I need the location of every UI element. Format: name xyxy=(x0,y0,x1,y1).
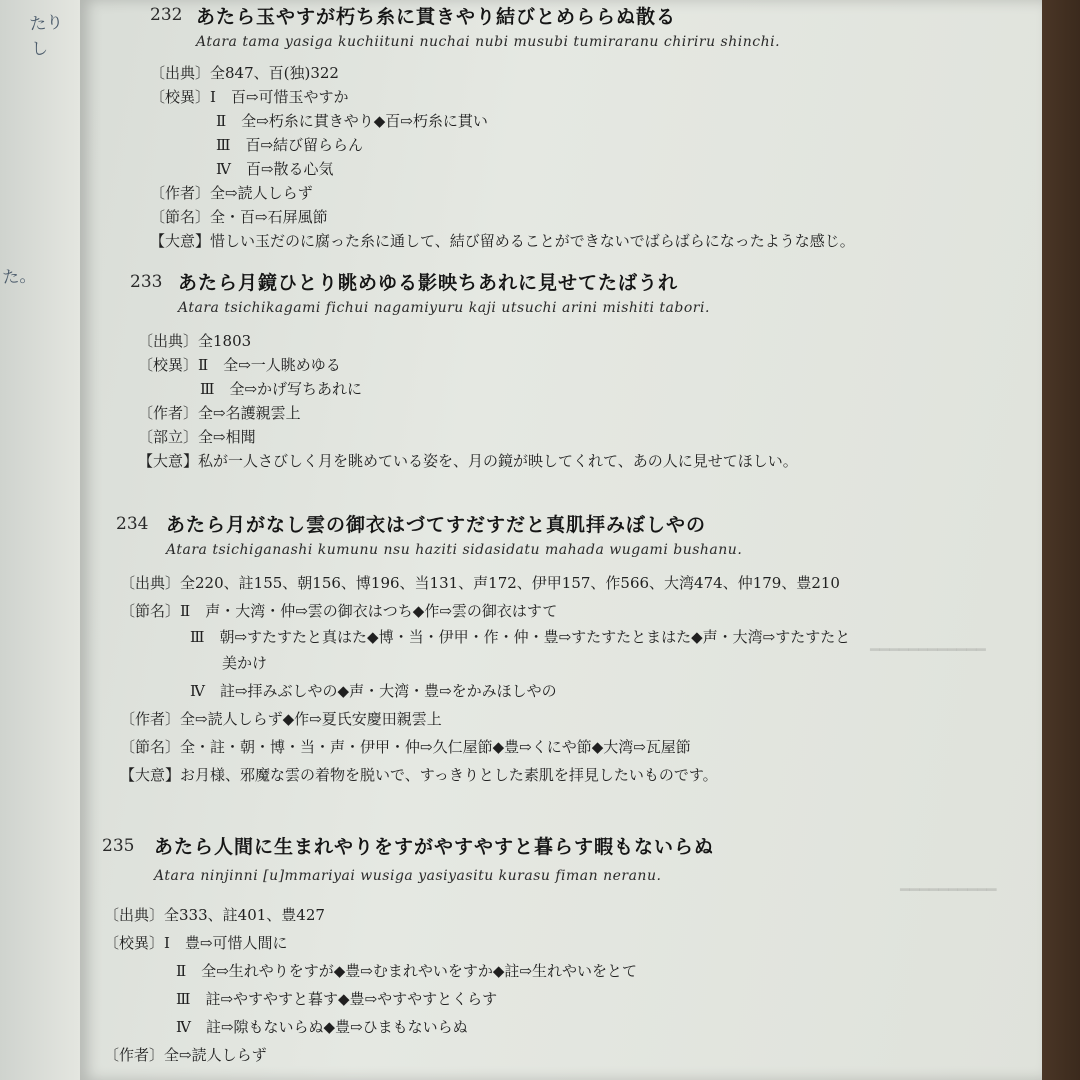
field-row: 〔部立〕全⇨相聞 xyxy=(138,428,256,446)
field-row: 〔節名〕Ⅱ 声・大湾・仲⇨雲の御衣はつち◆作⇨雲の御衣はすて xyxy=(120,602,558,620)
field-row: 美かけ xyxy=(222,654,268,672)
romanization: Atara tsichiganashi kumunu nsu haziti sidasidatu mahada wugami bushanu. xyxy=(166,542,743,558)
field-row: 〔校異〕Ⅰ 百⇨可惜玉やすか xyxy=(150,88,349,106)
field-row: 〔節名〕全・註・朝・博・当・声・伊甲・仲⇨久仁屋節◆豊⇨くにや節◆大湾⇨瓦屋節 xyxy=(120,738,691,756)
entry-number: 233 xyxy=(130,272,163,292)
entry-number: 235 xyxy=(102,836,135,856)
entry-number: 232 xyxy=(150,5,183,25)
field-row: 〔作者〕全⇨読人しらず xyxy=(150,184,313,202)
poem-text: あたら玉やすが朽ち糸に貫きやり結びとめららぬ散る xyxy=(196,6,677,28)
field-row: Ⅲ 註⇨やすやすと暮す◆豊⇨やすやすとくらす xyxy=(176,990,498,1008)
field-row: Ⅲ 朝⇨すたすたと真はた◆博・当・伊甲・作・仲・豊⇨すたすたとまはた◆声・大湾⇨すたすたと xyxy=(190,628,851,646)
field-row: 〔作者〕全⇨名護親雲上 xyxy=(138,404,301,422)
field-row: Ⅳ 百⇨散る心気 xyxy=(216,160,334,178)
field-row: Ⅳ 註⇨拝みぶしやの◆声・大湾・豊⇨をかみほしやの xyxy=(190,682,557,700)
meaning-row: 【大意】お月様、邪魔な雲の着物を脱いで、すっきりとした素肌を拝見したいものです。 xyxy=(120,766,718,784)
field-row: 〔出典〕全847、百(独)322 xyxy=(150,64,339,82)
field-row: Ⅲ 百⇨結び留ららん xyxy=(216,136,364,154)
poem-text: あたら月がなし雲の御衣はづてすだすだと真肌拝みぼしやの xyxy=(166,514,707,536)
field-row: 〔出典〕全220、註155、朝156、博196、当131、声172、伊甲157、作566、大湾474、仲179、豊210 xyxy=(120,574,840,592)
romanization: Atara ninjinni [u]mmariyai wusiga yasiyasitu kurasu fiman neranu. xyxy=(154,868,662,884)
meaning-row: 【大意】惜しい玉だのに腐った糸に通して、結び留めることができないでばらばらになったような感じ。 xyxy=(150,232,855,250)
meaning-row: 【大意】私が一人さびしく月を眺めている姿を、月の鏡が映してくれて、あの人に見せてほしい。 xyxy=(138,452,798,470)
facing-page xyxy=(0,0,81,1080)
book-page: ━━━━━━━━━━━━ ━━━━━━━━━━ 232 あたら玉やすが朽ち糸に貫きやり結びとめららぬ散る Atara tama yasiga kuchiituni nuchai nubi musubi tumiraranu chiriru shinchi. 〔出典〕全847、百(独)322 〔校異〕Ⅰ 百⇨可惜玉やすか Ⅱ 全⇨朽糸に貫きやり◆百⇨朽糸に貫い Ⅲ 百⇨結び留ららん Ⅳ 百⇨散る心気 〔作者〕全⇨読人しらず 〔節名〕全・百⇨石屏風節 【大意】惜しい玉だのに腐った糸に通して、結び留めることができないでばらばらになったような感じ。 233 あたら月鏡ひとり眺めゆる影映ちあれに見せてたばうれ Atara tsichikagami fichui nagamiyuru kaji utsuchi arini mishiti tabori. 〔出典〕全1803 〔校異〕Ⅱ 全⇨一人眺めゆる Ⅲ 全⇨かげ写ちあれに 〔作者〕全⇨名護親雲上 〔部立〕全⇨相聞 【大意】私が一人さびしく月を眺めている姿を、月の鏡が映してくれて、あの人に見せてほしい。 234 あたら月がなし雲の御衣はづてすだすだと真肌拝みぼしやの Atara tsichiganashi kumunu nsu haziti sidasidatu mahada wugami bushanu. 〔出典〕全220、註155、朝156、博196、当131、声172、伊甲157、作566、大湾474、仲179、豊210 〔節名〕Ⅱ 声・大湾・仲⇨雲の御衣はつち◆作⇨雲の御衣はすて Ⅲ 朝⇨すたすたと真はた◆博・当・伊甲・作・仲・豊⇨すたすたとまはた◆声・大湾⇨すたすたと 美かけ Ⅳ 註⇨拝みぶしやの◆声・大湾・豊⇨をかみほしやの 〔作者〕全⇨読人しらず◆作⇨夏氏安慶田親雲上 〔節名〕全・註・朝・博・当・声・伊甲・仲⇨久仁屋節◆豊⇨くにや節◆大湾⇨瓦屋節 【大意】お月様、邪魔な雲の着物を脱いで、すっきりとした素肌を拝見したいものです。 235 あたら人間に生まれやりをすがやすやすと暮らす暇もないらぬ Atara ninjinni [u]mmariyai wusiga yasiyasitu kurasu fiman neranu. 〔出典〕全333、註401、豊427 〔校異〕Ⅰ 豊⇨可惜人間に Ⅱ 全⇨生れやりをすが◆豊⇨むまれやいをすか◆註⇨生れやいをとて Ⅲ 註⇨やすやすと暮す◆豊⇨やすやすとくらす Ⅳ 註⇨隙もないらぬ◆豊⇨ひまもないらぬ 〔作者〕全⇨読人しらず xyxy=(80,0,1042,1080)
field-row: Ⅲ 全⇨かげ写ちあれに xyxy=(200,380,363,398)
field-row: 〔作者〕全⇨読人しらず◆作⇨夏氏安慶田親雲上 xyxy=(120,710,442,728)
field-row: Ⅱ 全⇨朽糸に貫きやり◆百⇨朽糸に貫い xyxy=(216,112,488,130)
romanization: Atara tsichikagami fichui nagamiyuru kaji utsuchi arini mishiti tabori. xyxy=(178,300,710,316)
field-row: 〔作者〕全⇨読人しらず xyxy=(104,1046,267,1064)
field-row: 〔節名〕全・百⇨石屏風節 xyxy=(150,208,328,226)
field-row: 〔出典〕全1803 xyxy=(138,332,252,350)
poem-text: あたら人間に生まれやりをすがやすやすと暮らす暇もないらぬ xyxy=(154,836,715,858)
field-row: Ⅱ 全⇨生れやりをすが◆豊⇨むまれやいをすか◆註⇨生れやいをとて xyxy=(176,962,637,980)
entry-number: 234 xyxy=(116,514,149,534)
romanization: Atara tama yasiga kuchiituni nuchai nubi musubi tumiraranu chiriru shinchi. xyxy=(196,34,781,50)
field-row: 〔出典〕全333、註401、豊427 xyxy=(104,906,325,924)
poem-text: あたら月鏡ひとり眺めゆる影映ちあれに見せてたばうれ xyxy=(178,272,679,294)
field-row: 〔校異〕Ⅱ 全⇨一人眺めゆる xyxy=(138,356,341,374)
field-row: Ⅳ 註⇨隙もないらぬ◆豊⇨ひまもないらぬ xyxy=(176,1018,468,1036)
handwritten-note: たりし xyxy=(28,12,64,60)
field-row: 〔校異〕Ⅰ 豊⇨可惜人間に xyxy=(104,934,288,952)
handwritten-note: た。 xyxy=(1,265,37,289)
